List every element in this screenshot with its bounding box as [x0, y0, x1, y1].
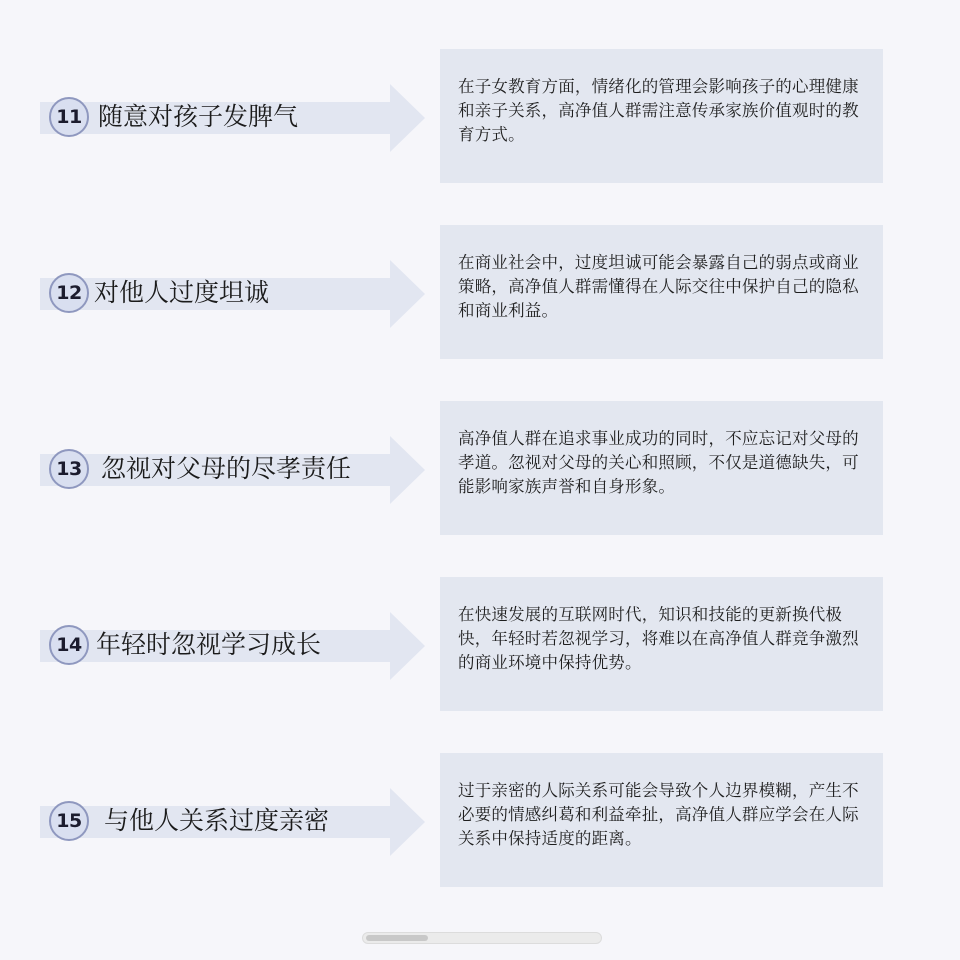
item-row: [0, 225, 960, 359]
item-number-badge: 11: [49, 97, 89, 137]
item-title: 随意对孩子发脾气: [98, 102, 299, 131]
item-description: 在商业社会中，过度坦诚可能会暴露自己的弱点或商业策略，高净值人群需懂得在人际交往中保护自己的隐私和商业利益。: [458, 253, 859, 320]
item-number-badge: 13: [49, 449, 89, 489]
item-description-box: [440, 401, 883, 535]
item-description: 在快速发展的互联网时代，知识和技能的更新换代极快，年轻时若忽视学习，将难以在高净值人群竞争激烈的商业环境中保持优势。: [458, 605, 859, 672]
scrollbar-thumb[interactable]: [366, 935, 428, 941]
item-description: 高净值人群在追求事业成功的同时，不应忘记对父母的孝道。忽视对父母的关心和照顾，不仅是道德缺失，可能影响家族声誉和自身形象。: [458, 429, 859, 496]
item-number-badge: 14: [49, 625, 89, 665]
item-description-box: [440, 225, 883, 359]
item-description-box: [440, 753, 883, 887]
item-title: 忽视对父母的尽孝责任: [101, 454, 352, 483]
item-title: 对他人过度坦诚: [94, 278, 270, 307]
item-description-box: [440, 577, 883, 711]
item-number-badge: 15: [49, 801, 89, 841]
item-description-box: [440, 49, 883, 183]
item-title: 与他人关系过度亲密: [104, 806, 330, 835]
item-row: [0, 49, 960, 183]
item-number-badge: 12: [49, 273, 89, 313]
item-description: 在子女教育方面，情绪化的管理会影响孩子的心理健康和亲子关系，高净值人群需注意传承家族价值观时的教育方式。: [458, 77, 859, 144]
item-row: [0, 401, 960, 535]
horizontal-scrollbar[interactable]: [362, 932, 602, 944]
item-row: [0, 753, 960, 887]
item-row: [0, 577, 960, 711]
item-title: 年轻时忽视学习成长: [96, 630, 322, 659]
item-description: 过于亲密的人际关系可能会导致个人边界模糊，产生不必要的情感纠葛和利益牵扯，高净值人群应学会在人际关系中保持适度的距离。: [458, 781, 859, 848]
